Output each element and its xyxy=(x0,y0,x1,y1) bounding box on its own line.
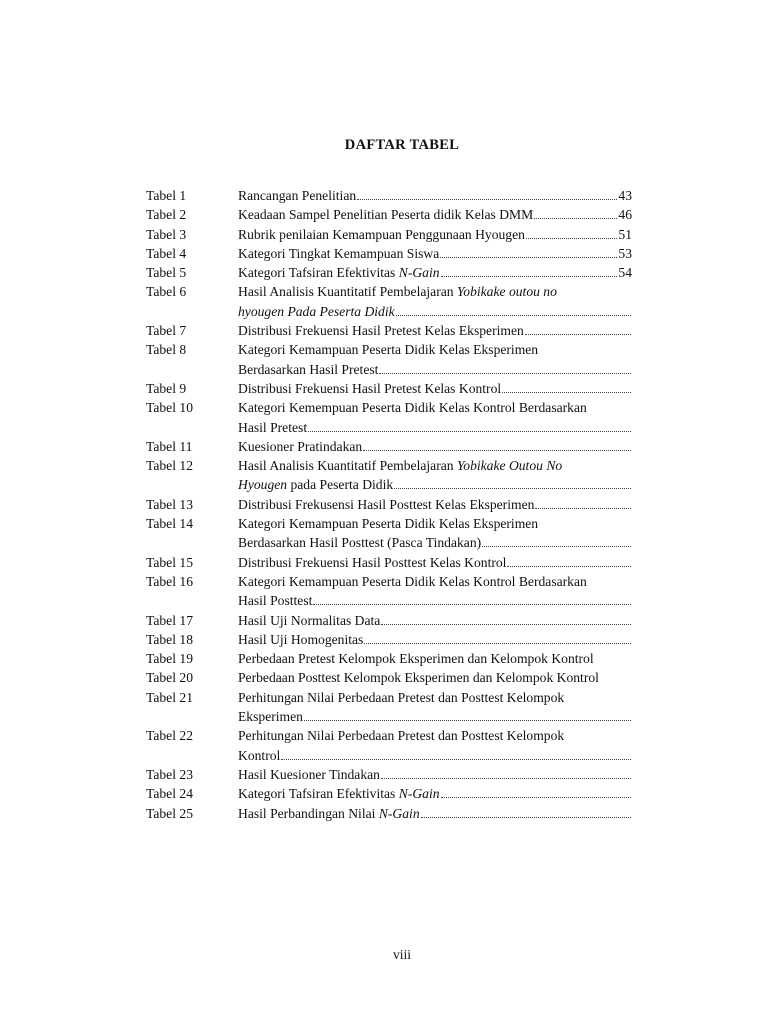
toc-entry-text: Kategori Tingkat Kemampuan Siswa xyxy=(238,245,440,261)
toc-entry-line xyxy=(238,437,632,456)
toc-entry-text: Distribusi Frekuensi Hasil Pretest Kelas Eksperimen xyxy=(238,323,524,339)
toc-entry-text: Perhitungan Nilai Perbedaan Pretest dan Posttest Kelompok xyxy=(238,728,565,744)
toc-entry-label: Tabel 15 xyxy=(146,554,193,570)
toc-entry-line xyxy=(238,225,632,244)
toc-entry-label: Tabel 1 xyxy=(146,188,187,203)
toc-entry xyxy=(146,398,666,437)
toc-entry xyxy=(146,495,666,514)
dot-leader xyxy=(357,186,617,200)
dot-leader xyxy=(534,205,617,219)
toc-entry-text: Hasil Analisis Kuantitatif Pembelajaran xyxy=(238,284,457,300)
toc-entry-line xyxy=(238,205,632,224)
toc-entry xyxy=(146,205,666,224)
dot-leader xyxy=(394,475,631,489)
toc-entry-title xyxy=(238,804,632,823)
toc-entry-line xyxy=(238,726,632,745)
toc-entry-page: 54 xyxy=(618,265,632,281)
toc-entry-label: Tabel 21 xyxy=(146,689,193,705)
toc-entry-label: Tabel 7 xyxy=(146,323,187,339)
toc-entry-title xyxy=(238,553,632,572)
toc-entry xyxy=(146,456,666,495)
toc-entry-label: Tabel 24 xyxy=(146,786,193,802)
toc-entry-text: Distribusi Frekusensi Hasil Posttest Kelas Eksperimen xyxy=(238,496,535,512)
toc-entry-label: Tabel 8 xyxy=(146,342,187,358)
page-number: viii xyxy=(392,947,411,962)
toc-entry xyxy=(146,514,666,553)
toc-entry xyxy=(146,379,666,398)
toc-entry-label: Tabel 12 xyxy=(146,458,193,474)
table-list xyxy=(146,186,666,823)
toc-entry-text: Distribusi Frekuensi Hasil Posttest Kelas Kontrol xyxy=(238,554,507,570)
toc-entry-text: Perbedaan Posttest Kelompok Eksperimen dan Kelompok Kontrol xyxy=(238,670,599,686)
toc-entry-title xyxy=(238,379,632,398)
toc-entry-line xyxy=(238,475,632,494)
toc-entry-text: Hasil Pretest xyxy=(238,419,308,435)
toc-entry-line xyxy=(238,263,632,282)
toc-entry-text: Perhitungan Nilai Perbedaan Pretest dan Posttest Kelompok xyxy=(238,689,565,705)
toc-entry-title xyxy=(238,205,632,224)
dot-leader xyxy=(313,591,631,605)
toc-entry-italic-text: N-Gain xyxy=(398,786,440,802)
toc-entry-label: Tabel 6 xyxy=(146,284,187,300)
dot-leader xyxy=(308,418,631,432)
toc-entry-line xyxy=(238,649,632,668)
toc-entry-italic-text: Yobikake outou no xyxy=(456,284,557,300)
toc-entry-line xyxy=(238,533,632,552)
toc-entry-label: Tabel 10 xyxy=(146,400,193,416)
dot-leader xyxy=(525,321,631,335)
toc-entry-text: Kategori Kemampuan Peserta Didik Kelas Eksperimen xyxy=(238,516,539,532)
toc-entry-italic-text: Hyougen xyxy=(238,477,288,493)
dot-leader xyxy=(502,379,631,393)
toc-entry-line xyxy=(238,572,632,591)
toc-entry-label: Tabel 5 xyxy=(146,265,187,281)
toc-entry-line xyxy=(238,456,632,475)
toc-entry-title xyxy=(238,321,632,340)
toc-entry-title xyxy=(238,437,632,456)
toc-entry-line xyxy=(238,282,632,301)
toc-entry-title xyxy=(238,263,632,282)
toc-entry xyxy=(146,765,666,784)
dot-leader xyxy=(441,263,618,277)
dot-leader xyxy=(441,784,631,798)
toc-entry xyxy=(146,649,666,668)
toc-entry-line xyxy=(238,591,632,610)
toc-entry-label: Tabel 16 xyxy=(146,573,193,589)
toc-entry-italic-text: N-Gain xyxy=(398,265,440,281)
toc-entry-title xyxy=(238,340,632,379)
dot-leader xyxy=(535,495,631,509)
toc-entry-title xyxy=(238,668,632,687)
toc-entry-text: Berdasarkan Hasil Posttest (Pasca Tindakan) xyxy=(238,535,482,551)
toc-entry-label: Tabel 13 xyxy=(146,496,193,512)
dot-leader xyxy=(526,225,617,239)
toc-entry-label: Tabel 4 xyxy=(146,245,187,261)
toc-entry xyxy=(146,804,666,823)
toc-entry xyxy=(146,186,666,205)
toc-entry-title xyxy=(238,630,632,649)
toc-entry-text: Hasil Uji Normalitas Data xyxy=(238,612,381,628)
toc-entry-label: Tabel 9 xyxy=(146,380,187,396)
dot-leader xyxy=(381,765,631,779)
toc-entry-label: Tabel 22 xyxy=(146,728,193,744)
toc-entry-title xyxy=(238,649,632,668)
toc-entry-title xyxy=(238,572,632,611)
toc-entry-italic-text: hyougen Pada Peserta Didik xyxy=(238,303,395,319)
toc-entry-title xyxy=(238,784,632,803)
toc-entry xyxy=(146,437,666,456)
dot-leader xyxy=(440,244,617,258)
toc-entry-line xyxy=(238,784,632,803)
toc-entry xyxy=(146,668,666,687)
toc-entry-text: Berdasarkan Hasil Pretest xyxy=(238,361,379,377)
toc-entry-title xyxy=(238,611,632,630)
toc-entry-line xyxy=(238,707,632,726)
toc-entry-line xyxy=(238,514,632,533)
toc-entry xyxy=(146,225,666,244)
toc-entry-label: Tabel 25 xyxy=(146,805,193,821)
toc-entry-line xyxy=(238,804,632,823)
toc-entry-text: Kuesioner Pratindakan xyxy=(238,438,363,454)
toc-entry-text: pada Peserta Didik xyxy=(287,477,394,493)
toc-entry xyxy=(146,726,666,765)
dot-leader xyxy=(304,707,631,721)
toc-entry-line xyxy=(238,688,632,707)
toc-entry-line xyxy=(238,668,632,687)
toc-entry-line xyxy=(238,418,632,437)
toc-entry-italic-text: Yobikake Outou No xyxy=(456,458,563,474)
toc-entry xyxy=(146,611,666,630)
toc-entry-label: Tabel 14 xyxy=(146,516,193,532)
toc-entry-title xyxy=(238,456,632,495)
toc-entry-title xyxy=(238,495,632,514)
toc-entry-label: Tabel 18 xyxy=(146,631,193,647)
dot-leader xyxy=(364,630,631,644)
toc-entry-text: Kategori Tafsiran Efektivitas xyxy=(238,786,399,802)
toc-entry-text: Hasil Kuesioner Tindakan xyxy=(238,766,380,782)
toc-entry-line xyxy=(238,321,632,340)
toc-entry xyxy=(146,263,666,282)
toc-entry-title xyxy=(238,688,632,727)
dot-leader xyxy=(381,611,631,625)
toc-entry-text: Rubrik penilaian Kemampuan Penggunaan Hyougen xyxy=(238,226,525,242)
toc-entry-line xyxy=(238,186,632,205)
toc-entry xyxy=(146,282,666,321)
toc-entry-label: Tabel 17 xyxy=(146,612,193,628)
toc-entry-text: Eksperimen xyxy=(238,709,303,725)
toc-entry-line xyxy=(238,746,632,765)
toc-entry-page: 53 xyxy=(618,245,632,261)
toc-entry-title xyxy=(238,514,632,553)
toc-entry-title xyxy=(238,244,632,263)
toc-entry-text: Keadaan Sampel Penelitian Peserta didik Kelas DMM xyxy=(238,207,534,223)
toc-entry-line xyxy=(238,398,632,417)
toc-entry-line xyxy=(238,765,632,784)
dot-leader xyxy=(363,437,631,451)
toc-entry-title xyxy=(238,225,632,244)
toc-entry-text: Kategori Kemampuan Peserta Didik Kelas Kontrol Berdasarkan xyxy=(238,573,587,589)
dot-leader xyxy=(379,360,631,374)
toc-entry-page: 51 xyxy=(618,226,632,242)
toc-entry-page: 46 xyxy=(618,207,632,223)
toc-entry-line xyxy=(238,553,632,572)
toc-entry-label: Tabel 2 xyxy=(146,207,187,223)
toc-entry-label: Tabel 19 xyxy=(146,651,193,667)
toc-entry-text: Kategori Tafsiran Efektivitas xyxy=(238,265,399,281)
toc-entry-line xyxy=(238,495,632,514)
toc-entry-title xyxy=(238,765,632,784)
toc-entry-text: Kategori Kemampuan Peserta Didik Kelas Eksperimen xyxy=(238,342,539,358)
toc-entry-italic-text: N-Gain xyxy=(378,805,420,821)
toc-entry-page: 43 xyxy=(618,188,632,203)
dot-leader xyxy=(421,804,631,818)
toc-entry xyxy=(146,784,666,803)
toc-entry-text: Hasil Perbandingan Nilai xyxy=(238,805,379,821)
toc-entry-line xyxy=(238,340,632,359)
toc-entry-text: Distribusi Frekuensi Hasil Pretest Kelas Kontrol xyxy=(238,380,502,396)
toc-entry xyxy=(146,321,666,340)
toc-entry xyxy=(146,572,666,611)
dot-leader xyxy=(507,553,631,567)
toc-entry-label: Tabel 20 xyxy=(146,670,193,686)
toc-entry-text: Rancangan Penelitian xyxy=(238,188,357,203)
toc-entry-line xyxy=(238,630,632,649)
toc-entry xyxy=(146,340,666,379)
toc-entry xyxy=(146,244,666,263)
toc-entry-text: Hasil Uji Homogenitas xyxy=(238,631,364,647)
toc-entry xyxy=(146,630,666,649)
toc-entry-label: Tabel 11 xyxy=(146,438,193,454)
toc-entry-label: Tabel 23 xyxy=(146,766,193,782)
toc-entry-line xyxy=(238,360,632,379)
toc-entry-text: Hasil Analisis Kuantitatif Pembelajaran xyxy=(238,458,457,474)
toc-entry xyxy=(146,553,666,572)
toc-entry-line xyxy=(238,302,632,321)
toc-entry-text: Hasil Posttest xyxy=(238,593,313,609)
page-title: DAFTAR TABEL xyxy=(344,137,460,153)
toc-entry xyxy=(146,688,666,727)
dot-leader xyxy=(281,746,631,760)
toc-entry-line xyxy=(238,244,632,263)
toc-entry-title xyxy=(238,398,632,437)
toc-entry-text: Kontrol xyxy=(238,747,281,763)
dot-leader xyxy=(482,533,631,547)
toc-entry-line xyxy=(238,379,632,398)
toc-entry-label: Tabel 3 xyxy=(146,226,187,242)
toc-entry-text: Perbedaan Pretest Kelompok Eksperimen dan Kelompok Kontrol xyxy=(238,651,594,667)
dot-leader xyxy=(396,302,631,316)
toc-entry-text: Kategori Kemempuan Peserta Didik Kelas Kontrol Berdasarkan xyxy=(238,400,587,416)
toc-entry-title xyxy=(238,726,632,765)
toc-entry-line xyxy=(238,611,632,630)
toc-entry-title xyxy=(238,282,632,321)
toc-entry-title xyxy=(238,186,632,205)
